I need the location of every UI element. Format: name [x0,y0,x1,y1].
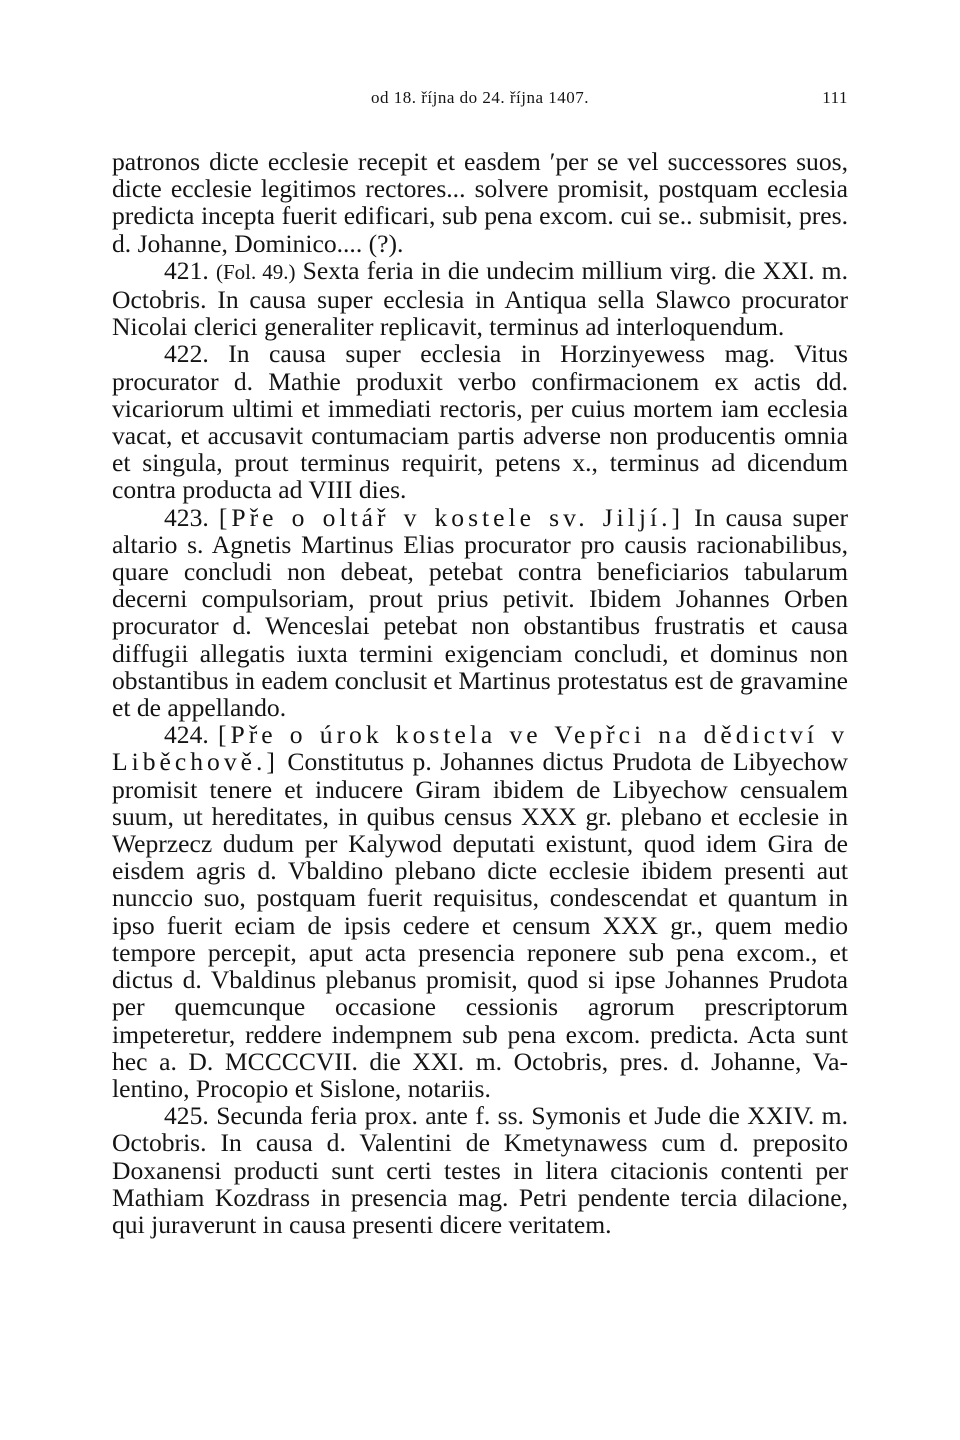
entry-heading: [Pře o oltář v kostele sv. Jiljí.] [218,502,685,532]
book-page [112,88,848,1238]
paragraph-text: patronos dicte ecclesie recepit et easdem ʹper se vel successores suos, dicte ecclesie legitimos rectores... solvere promisit, postquam ecclesia predicta incepta fuerit edificari, sub pena excom. cui se.. submisit, pres. d. Johanne, Dominico.... (?). [112,147,848,258]
entry-424 [112,721,848,1102]
entry-text: Sexta feria in die undecim millium virg. die XXI. m. Octobris. In causa super ecclesia in Antiqua sella Slawco procurator Nicolai clerici generaliter replicavit, terminus ad interloquendum. [112,255,848,342]
page-number: 111 [822,88,848,107]
entry-number: 424. [164,720,218,750]
running-title: od 18. října do 24. října 1407. [370,88,590,107]
entry-421 [112,257,848,341]
entry-text: In causa super altario s. Agnetis Martinus Elias procurator pro causis racionabilibus, quare concludi non debeat, petebat contra beneficiarios tabularum decerni compulsoriam, prout prius petivit. Ibidem Johannes Orben procurator d. Wenceslai petebat non obstantibus frustratis et causa diffugii allegatis iuxta termini exigenciam concludi, et dominus non obstantibus in eadem conclusit et Martinus protestatus est de gravamine et de appellando. [112,502,848,723]
entry-text: 425. Secunda feria prox. ante f. ss. Symonis et Jude die XXIV. m. Octobris. In causa d. Valentini de Kmetynawess cum d. preposito Doxanensi producti sunt certi testes in litera citacionis contenti per Mathiam Kozdrass in presencia mag. Petri pendente tercia dilacione, qui juraverunt in causa presenti dicere veritatem. [112,1101,848,1239]
entry-number: 421. [164,255,216,285]
entry-heading: [Pře o úrok kostela ve Vepřci na dědictví v Liběchově.] [112,720,848,777]
entry-text: 422. In causa super ecclesia in Horzinyewess mag. Vitus procurator d. Mathie produxit verbo confirmacionem ex actis dd. vicariorum ultimi et immediati rectoris, per cuius mortem iam ecclesia vacat, et accusavit contumaciam partis adverse non producentis omnia et singula, prout terminus requirit, petens x., terminus ad dicendum contra producta ad VIII dies. [112,339,848,505]
paragraph-continuation [112,148,848,257]
entry-425 [112,1102,848,1238]
folio-reference: (Fol. 49.) [215,259,296,284]
entry-422 [112,340,848,503]
body-text [112,148,848,1238]
entry-number: 423. [164,502,219,532]
running-head [112,88,848,120]
entry-423 [112,504,848,722]
entry-text: Constitutus p. Johannes dictus Prudota de Libyechow promisit tenere et inducere Giram ibidem de Libyechow censualem suum, ut hereditates, in quibus census XXX gr. plebano et ecclesie in Weprzecz dudum per Kalywod deputati existunt, quod idem Gira de eisdem agris d. Vbaldino plebano dicte ecclesie ibidem presenti aut nunccio suo, postquam fuerit requisitus, condescendat et quantum in ipso fuerit eciam de ipsis cedere et censum XXX gr., quem medio tempore percepit, aput acta presencia reponere sub pena excom., et dictus d. Vbaldinus plebanus promisit, quod si ipse Johannes Prudota per quemcunque occasione cessionis agrorum prescriptorum impeteretur, reddere indempnem sub pena excom. predicta. Acta sunt hec a. D. MCCCCVII. die XXI. m. Octobris, pres. d. Johanne, Valentino, Procopio et Sislone, notariis. [112,747,848,1103]
